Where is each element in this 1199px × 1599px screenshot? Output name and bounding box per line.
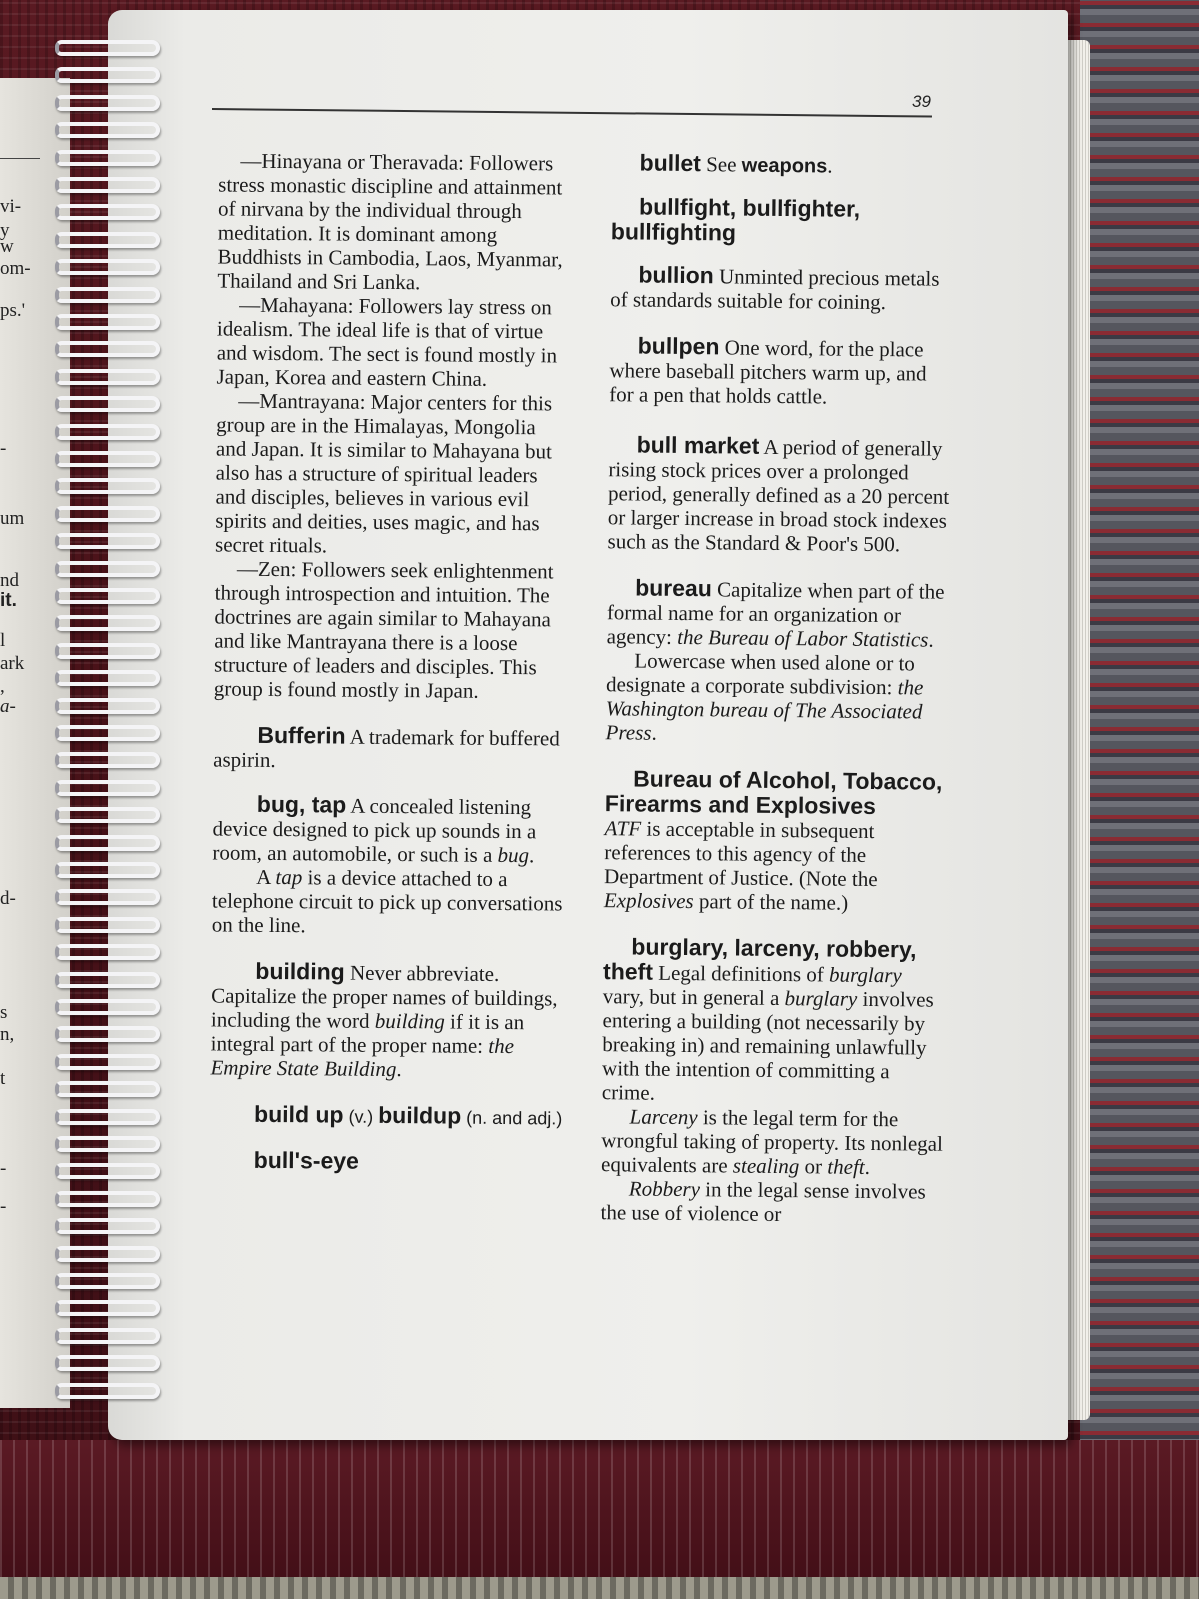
page-number: 39 [912,92,931,111]
definition-text: is acceptable in subsequent references to this agency of the Department of Justice. (Note the [603,816,878,892]
headword-bullet: bullet [639,149,702,177]
spiral-coil [55,780,160,796]
left-page-fragment: a- [0,696,16,717]
entry-bull-market [608,432,954,557]
spiral-coil [55,341,160,357]
headword-bulls-eye: bull's-eye [253,1146,360,1174]
spiral-coil [55,204,160,220]
spiral-coil [55,1191,160,1207]
left-page-fragment: t [0,1068,6,1089]
emphasis-text: building [374,1008,445,1034]
definition-text: . [528,843,535,868]
emphasis-text: burglary [784,986,858,1011]
definition-bufferin: A trademark for buffered aspirin. [213,724,560,772]
definition-text: is the legal term for the wrongful taking of property. Its nonlegal equivalents are [600,1105,944,1178]
spiral-coil [55,807,160,823]
emphasis-text: the Bureau of Labor Statistics [677,624,929,652]
emphasis-text: tap [275,864,303,890]
spiral-coil [55,150,160,166]
spiral-coil [55,917,160,933]
definition-text: . [864,1154,871,1179]
left-page-fragment: vi- [0,196,22,217]
definition-text: See [700,152,742,177]
headword-bureau: bureau [635,574,712,602]
emphasis-text: Larceny [629,1104,698,1130]
spiral-coil [55,451,160,467]
entry-bureau [606,575,953,748]
emphasis-text: burglary [828,962,902,988]
spiral-coil [55,561,160,577]
left-page-rule [0,158,40,159]
headword-burglary: burglary, larceny, robbery, theft [602,933,917,985]
definition-text: in the legal sense involves the use of violence or [600,1177,926,1227]
spiral-coil [55,1163,160,1179]
definition-text: A concealed listening device designed to pick up sounds in a room, an automobile, or such is a [212,793,537,867]
left-page-fragment: s [0,1002,8,1023]
right-column [600,150,956,1246]
definition-text: One word, for the place where baseball pitchers warm up, and for a pen that holds cattle. [609,335,927,409]
emphasis-text: bug [497,842,530,868]
spiral-coil [55,259,160,275]
definition-text: . [396,1057,402,1082]
spiral-coil [55,1300,160,1316]
spiral-coil [55,1328,160,1344]
spiral-coil [55,478,160,494]
left-column [209,148,573,1193]
definition-text: Unminted precious metals of standards suitable for coining. [610,264,940,315]
definition-text: involves entering a building (not necessarily by breaking in) and remaining unlawfully with the intention of committing a crime. [601,986,934,1105]
spiral-coil [55,424,160,440]
entry-bug-tap [212,791,568,939]
headword-bullpen: bullpen [637,332,720,360]
definition-text: Lowercase when used alone or to designate a corporate subdivision: [606,648,915,700]
spiral-binding [55,40,165,1420]
emphasis-text: Explosives [603,888,694,914]
entry-bufferin [213,722,568,774]
spiral-coil [55,588,160,604]
spiral-coil [55,615,160,631]
headword-bufferin: Bufferin [257,721,346,749]
left-page-fragment: d- [0,888,16,909]
spiral-coil [55,752,160,768]
definition-text: part of the name.) [693,889,849,915]
spiral-coil [55,1081,160,1097]
spiral-coil [55,369,160,385]
definition-text: . [651,720,657,745]
definition-text: Legal definitions of [652,960,830,987]
definition-text: . [827,153,833,178]
spiral-coil [55,670,160,686]
part-of-speech: (n. and adj.) [461,1107,563,1129]
spiral-coil [55,972,160,988]
spiral-coil [55,396,160,412]
spiral-coil [55,698,160,714]
spiral-coil [55,1026,160,1042]
spiral-coil [55,95,160,111]
spiral-coil [55,177,160,193]
spiral-coil [55,1218,160,1234]
sect-paragraph: —Mahayana: Followers lay stress on idealism. The ideal life is that of virtue and wisdom. The sect is found mostly in Japan, Korea and eastern China. [216,292,558,391]
cross-reference: weapons [741,154,828,178]
spiral-coil [55,1109,160,1125]
entry-building [210,958,566,1082]
headword-bug-tap: bug, tap [256,790,347,818]
spiral-coil [55,1355,160,1371]
entry-build-up [210,1101,565,1130]
left-page-fragment: om- [0,258,31,279]
left-page-fragment: w [0,236,14,257]
sect-paragraph: —Mantrayana: Major centers for this group are in the Himalayas, Mongolia and Japan. It is similar to Mahayana but also has a structure of spiritual leaders and disciples, believes in various evil spirits and deities, uses magic, and has secret rituals. [214,388,553,558]
emphasis-text: Robbery [628,1176,701,1202]
headword-bull-market: bull market [636,431,760,459]
left-page-fragment: nd [0,570,19,591]
left-page-fragment: um [0,508,25,529]
headword-bullion: bullion [638,261,714,289]
spiral-coil [55,232,160,248]
definition-text: or [799,1154,828,1179]
left-page-fragment: , [0,676,5,697]
emphasis-text: ATF [604,816,642,841]
spiral-coil [55,67,160,83]
spiral-coil [55,506,160,522]
spiral-coil [55,122,160,138]
definition-text: A period of generally rising stock prices over a prolonged period, generally defined as a 20 percent or larger increase in broad stock indexes such as the Standard & Poor's 500. [607,434,950,557]
left-page-fragment: ps.' [0,300,26,321]
entry-bulls-eye [210,1147,565,1175]
left-page-fragment: - [0,1196,7,1217]
emphasis-text: the Washington bureau of The Associated Press [605,675,924,745]
part-of-speech: (v.) [343,1106,379,1127]
spiral-coil [55,314,160,330]
spiral-coil [55,889,160,905]
entry-bullion [610,262,955,315]
definition-text: if it is an integral part of the proper name: [210,1009,525,1058]
sect-paragraph: —Hinayana or Theravada: Followers stress monastic discipline and attainment of nirvana by the individual through meditation. It is dominant among Buddhists in Cambodia, Laos, Myanmar, Thailand and Sri Lanka. [217,148,563,295]
definition-text: vary, but in general a [602,984,785,1011]
emphasis-text: theft [827,1154,865,1179]
entry-bullfight [611,194,957,248]
spiral-coil [55,1136,160,1152]
spiral-coil [55,533,160,549]
spiral-coil [55,287,160,303]
definition-text: is a device attached to a telephone circuit to pick up conversations on the line. [211,865,563,938]
spiral-coil [55,1246,160,1262]
left-page-fragment: y [0,220,10,241]
spiral-coil [55,725,160,741]
headword-bullfight: bullfight, bullfighter, bullfighting [610,193,861,246]
carpet-background-right [1080,0,1199,1599]
buddhism-sects-entry [214,148,574,703]
headword-buildup: buildup [378,1101,462,1129]
definition-text: A [256,864,276,889]
spiral-coil [55,835,160,851]
headword-building: building [255,957,345,985]
emphasis-text: the Empire State Building [210,1033,515,1082]
headword-atf: Bureau of Alcohol, Tobacco, Firearms and Explosives [604,765,943,820]
definition-text: Never abbreviate. Capitalize the proper names of buildings, including the word [210,960,558,1033]
sect-paragraph: —Zen: Followers seek enlightenment through introspection and intuition. The doctrines are again similar to Mahayana and like Mantrayana there is a loose structure of leaders and disciples. This group is found mostly in Japan. [213,556,554,703]
left-page-fragment: ark [0,653,25,674]
spiral-coil [55,643,160,659]
carpet-background-bottom [0,1440,1199,1599]
spiral-coil [55,862,160,878]
spiral-coil [55,944,160,960]
headword-build-up: build up [254,1100,344,1128]
entry-atf [604,766,951,916]
left-page-fragment: n, [0,1024,15,1045]
entry-bullpen [609,333,955,410]
definition-text: Capitalize when part of the formal name for an organization or agency: [606,577,945,649]
definition-text: . [928,627,934,652]
left-page-fragment: - [0,1158,7,1179]
left-page-fragment: - [0,438,7,459]
spiral-coil [55,1273,160,1289]
spiral-coil [55,1054,160,1070]
spiral-coil [55,1383,160,1399]
entry-burglary [600,934,948,1228]
emphasis-text: stealing [732,1153,800,1179]
spiral-coil [55,40,160,56]
left-page-fragment: l [0,630,6,651]
spiral-coil [55,999,160,1015]
entry-bullet [611,150,956,180]
left-page-fragment: it. [0,590,17,611]
